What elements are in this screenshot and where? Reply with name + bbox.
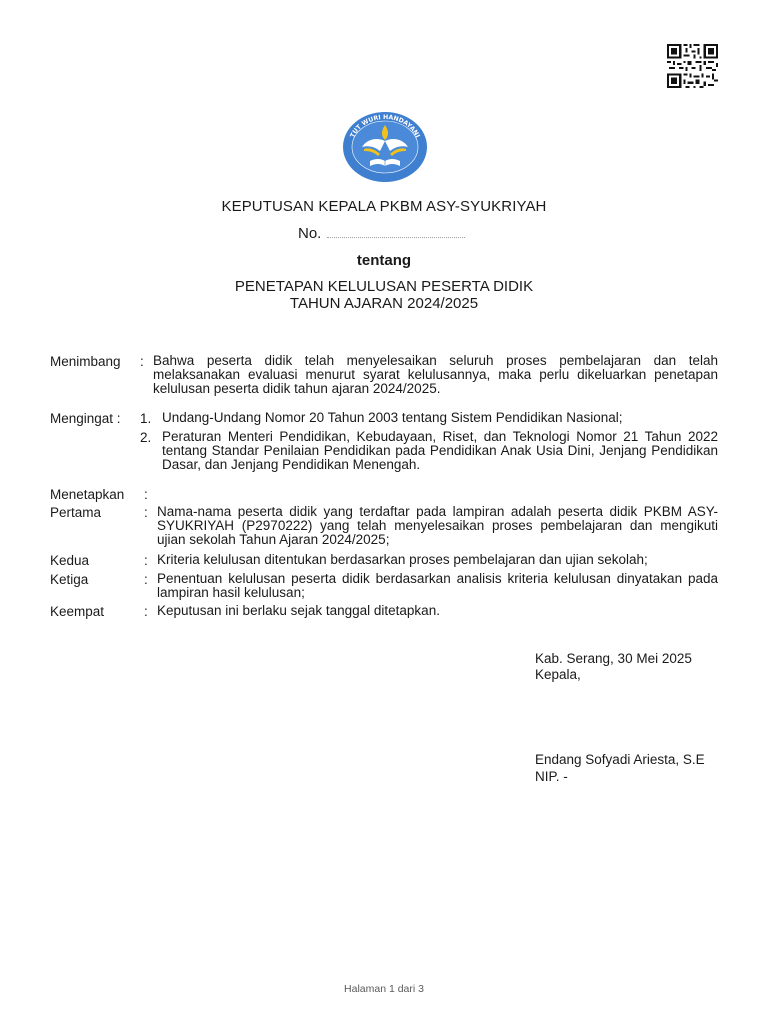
pertama-colon: : xyxy=(144,505,148,520)
tentang-heading: tentang xyxy=(356,252,412,269)
decree-title: KEPUTUSAN KEPALA PKBM ASY-SYUKRIYAH xyxy=(221,198,547,215)
mengingat-item-1-number: 1. xyxy=(140,411,152,426)
tut-wuri-handayani-logo xyxy=(342,111,428,183)
mengingat-label: Mengingat : xyxy=(50,411,121,426)
ketiga-text: Penentuan kelulusan peserta didik berdasarkan analisis kriteria kelulusan dinyatakan pada lampiran hasil kelulusan; xyxy=(157,571,718,601)
mengingat-item-2-text: Peraturan Menteri Pendidikan, Kebudayaan, Riset, dan Teknologi Nomor 21 Tahun 2022 tentang Standar Penilaian Pendidikan pada Pendidikan Anak Usia Dini, Jenjang Pendidikan Dasar, dan Jenjang Pendidikan Menengah. xyxy=(162,429,718,473)
keempat-text: Keputusan ini berlaku sejak tanggal ditetapkan. xyxy=(157,603,440,618)
keempat-colon: : xyxy=(144,604,148,619)
keempat-label: Keempat xyxy=(50,604,105,619)
decree-number-blank xyxy=(327,227,465,238)
kedua-text: Kriteria kelulusan ditentukan berdasarkan proses pembelajaran dan ujian sekolah; xyxy=(157,552,648,567)
svg-text:TUT WURI HANDAYANI: TUT WURI HANDAYANI xyxy=(349,113,421,139)
mengingat-item-1-text: Undang-Undang Nomor 20 Tahun 2003 tentang Sistem Pendidikan Nasional; xyxy=(162,410,623,425)
signature-place-date: Kab. Serang, 30 Mei 2025 xyxy=(535,651,692,666)
subject-line-1: PENETAPAN KELULUSAN PESERTA DIDIK xyxy=(234,278,534,295)
page-number: Halaman 1 dari 3 xyxy=(344,983,424,995)
menimbang-colon: : xyxy=(140,354,144,369)
pertama-text: Nama-nama peserta didik yang terdaftar pada lampiran adalah peserta didik PKBM ASY- SYUKRIYAH (P2970222) yang telah menyelesaikan proses pembelajaran dan mengikuti ujian sekolah Tahun Ajaran 2024/2025; xyxy=(157,504,718,548)
signature-name: Endang Sofyadi Ariesta, S.E xyxy=(535,752,705,767)
menimbang-label: Menimbang xyxy=(50,354,121,369)
subject-line-2: TAHUN AJARAN 2024/2025 xyxy=(289,295,479,312)
kedua-label: Kedua xyxy=(50,553,90,568)
signature-position: Kepala, xyxy=(535,667,581,682)
menetapkan-label: Menetapkan xyxy=(50,487,125,502)
decree-number-label: No. xyxy=(298,225,322,242)
pertama-label: Pertama xyxy=(50,505,102,520)
mengingat-item-2-number: 2. xyxy=(140,430,152,445)
menetapkan-colon: : xyxy=(144,487,148,502)
qr-code xyxy=(667,44,718,88)
ketiga-label: Ketiga xyxy=(50,572,89,587)
menimbang-text: Bahwa peserta didik telah menyelesaikan seluruh proses pembelajaran dan telah melaksanakan evaluasi menurut syarat kelulusannya, maka perlu dikeluarkan penetapan kelulusan peserta didik tahun ajaran 2024/2025. xyxy=(153,353,718,397)
kedua-colon: : xyxy=(144,553,148,568)
signature-nip: NIP. - xyxy=(535,769,568,784)
ketiga-colon: : xyxy=(144,572,148,587)
decree-number xyxy=(298,225,465,242)
